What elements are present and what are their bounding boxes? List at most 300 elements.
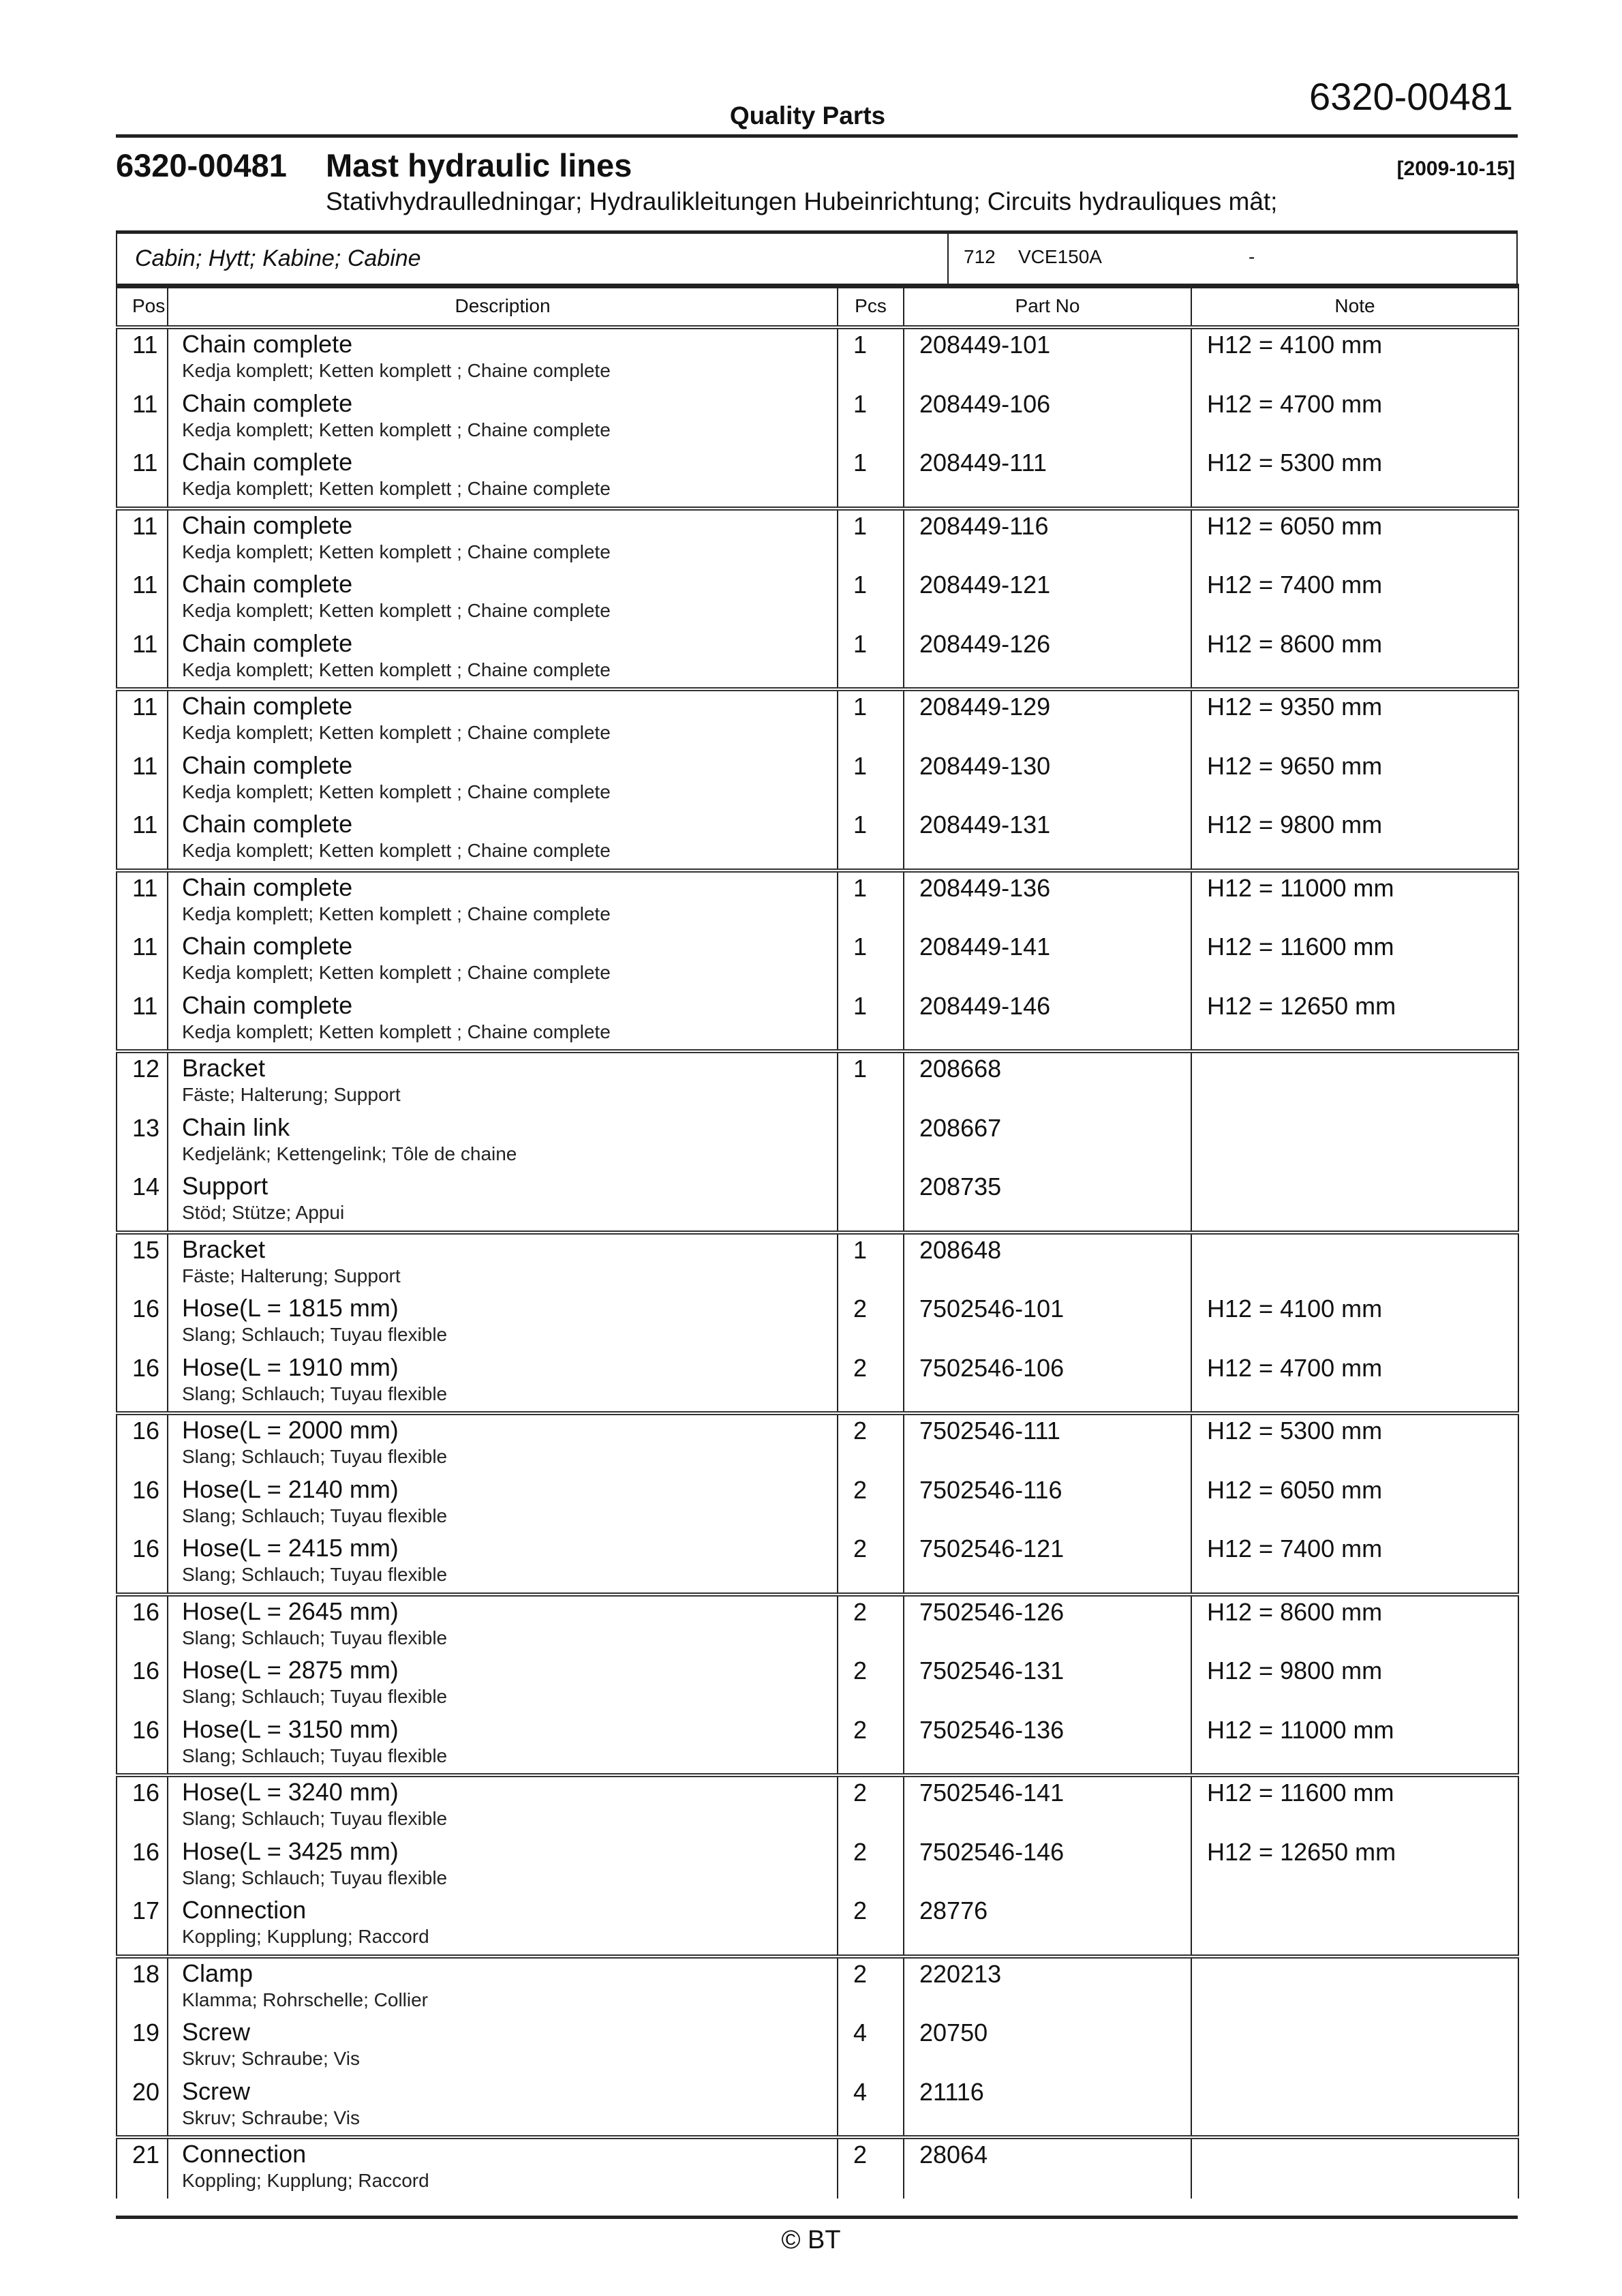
cell-pos [117, 1353, 168, 1414]
cell-pos [117, 689, 168, 751]
cell-note [1191, 809, 1518, 871]
part-description-translations: Kedja komplett; Ketten komplett ; Chaine complete [182, 419, 611, 440]
cell-note [1191, 1957, 1518, 2018]
quantity: 2 [853, 1535, 868, 1562]
cell-description [168, 1595, 838, 1656]
cell-pos [117, 569, 168, 629]
cell-part-no [904, 1353, 1191, 1414]
part-description-translations: Kedja komplett; Ketten komplett ; Chaine complete [182, 541, 611, 562]
cell-note [1191, 1655, 1518, 1715]
part-number: 7502546-141 [919, 1779, 1065, 1807]
position-number: 11 [132, 389, 158, 418]
cell-note [1191, 2076, 1518, 2138]
cell-description [168, 931, 838, 991]
cell-note [1191, 1475, 1518, 1534]
cell-part-no [904, 689, 1191, 751]
cell-pcs [838, 389, 904, 448]
parts-table [116, 284, 1519, 2199]
part-note: H12 = 12650 mm [1207, 1837, 1396, 1866]
cell-note [1191, 1895, 1518, 1957]
quantity: 1 [853, 1235, 868, 1264]
part-description: Bracket [182, 1235, 266, 1263]
part-note: H12 = 7400 mm [1207, 1535, 1383, 1562]
cell-pos [117, 1837, 168, 1896]
quantity: 2 [853, 2141, 868, 2169]
cell-note [1191, 447, 1518, 509]
quality-parts-label: Quality Parts [729, 102, 886, 130]
cell-pcs [838, 629, 904, 690]
table-row [117, 1171, 1518, 1233]
cell-part-no [904, 1655, 1191, 1715]
part-note: H12 = 8600 mm [1207, 629, 1383, 658]
part-number: 208449-121 [919, 571, 1051, 599]
model-extra: - [1249, 246, 1255, 267]
cell-note [1191, 1353, 1518, 1414]
position-number: 17 [132, 1897, 160, 1924]
table-row [117, 1957, 1518, 2018]
position-number: 11 [132, 331, 158, 359]
header-divider [116, 134, 1518, 138]
cell-part-no [904, 1595, 1191, 1656]
cell-note [1191, 569, 1518, 629]
cell-part-no [904, 2076, 1191, 2138]
cell-description [168, 2137, 838, 2199]
part-description: Support [182, 1172, 269, 1200]
cell-note [1191, 389, 1518, 448]
cell-description [168, 509, 838, 570]
cell-pos [117, 1895, 168, 1957]
part-number: 208449-130 [919, 751, 1051, 780]
table-row [117, 1837, 1518, 1896]
part-number: 208449-101 [919, 331, 1051, 359]
part-description: Screw [182, 2076, 251, 2105]
quantity: 1 [853, 629, 868, 658]
position-number: 11 [132, 571, 158, 599]
cell-note [1191, 629, 1518, 690]
part-description: Chain complete [182, 692, 353, 720]
part-description: Connection [182, 1896, 307, 1924]
position-number: 14 [132, 1173, 160, 1200]
quantity: 4 [853, 2077, 868, 2106]
part-number: 208449-111 [919, 449, 1047, 477]
part-description-translations: Kedja komplett; Ketten komplett ; Chaine complete [182, 659, 611, 680]
part-note: H12 = 5300 mm [1207, 449, 1383, 477]
cell-pos [117, 931, 168, 991]
position-number: 11 [132, 873, 158, 902]
part-note: H12 = 7400 mm [1207, 571, 1383, 599]
cell-pcs [838, 809, 904, 871]
cell-note [1191, 931, 1518, 991]
table-row [117, 991, 1518, 1052]
cell-note [1191, 1775, 1518, 1837]
cell-pos [117, 1051, 168, 1113]
quantity: 1 [853, 331, 868, 359]
part-number: 28064 [919, 2141, 988, 2169]
part-note: H12 = 11000 mm [1207, 1715, 1394, 1744]
part-description-translations: Skruv; Schraube; Vis [182, 2048, 360, 2069]
revision-date: [2009-10-15] [1396, 157, 1515, 180]
cell-pcs [838, 1475, 904, 1534]
copyright-footer: © BT [781, 2226, 841, 2254]
table-row [117, 509, 1518, 570]
part-description-translations: Fäste; Halterung; Support [182, 1084, 401, 1105]
quantity: 2 [853, 1657, 868, 1685]
cell-note [1191, 1293, 1518, 1353]
part-number: 208648 [919, 1235, 1002, 1264]
part-description-translations: Kedja komplett; Ketten komplett ; Chaine complete [182, 722, 611, 743]
cell-description [168, 1293, 838, 1353]
part-description: Hose(L = 3150 mm) [182, 1715, 399, 1743]
cell-pos [117, 1533, 168, 1595]
quantity: 4 [853, 2019, 868, 2046]
part-number: 208449-136 [919, 873, 1051, 902]
part-note: H12 = 9650 mm [1207, 751, 1383, 780]
quantity: 2 [853, 1295, 868, 1323]
position-number: 11 [132, 449, 158, 477]
position-number: 16 [132, 1657, 160, 1685]
cell-pos [117, 1113, 168, 1172]
position-number: 11 [132, 933, 158, 961]
part-number: 208449-131 [919, 811, 1051, 839]
table-row [117, 447, 1518, 509]
table-row [117, 1715, 1518, 1776]
cell-description [168, 327, 838, 389]
position-number: 20 [132, 2077, 160, 2106]
cell-pcs [838, 931, 904, 991]
part-description: Hose(L = 1815 mm) [182, 1294, 399, 1322]
cell-part-no [904, 1233, 1191, 1294]
cell-part-no [904, 1293, 1191, 1353]
part-number: 208735 [919, 1173, 1002, 1200]
cell-description [168, 1113, 838, 1172]
part-description: Hose(L = 1910 mm) [182, 1353, 399, 1381]
part-description-translations: Slang; Schlauch; Tuyau flexible [182, 1744, 448, 1766]
table-row [117, 1895, 1518, 1957]
table-row [117, 2137, 1518, 2199]
part-note: H12 = 12650 mm [1207, 991, 1396, 1020]
part-number: 208449-129 [919, 693, 1051, 721]
position-number: 11 [132, 629, 158, 658]
part-description: Chain link [182, 1113, 290, 1141]
cell-pcs [838, 1895, 904, 1957]
model-number: 712 [964, 246, 996, 267]
part-description: Hose(L = 2140 mm) [182, 1475, 399, 1503]
cell-description [168, 1353, 838, 1414]
part-number: 208449-141 [919, 933, 1051, 961]
position-number: 16 [132, 1715, 160, 1744]
cell-description [168, 1533, 838, 1595]
part-number: 7502546-106 [919, 1353, 1065, 1382]
cell-pcs [838, 1293, 904, 1353]
cell-pos [117, 2017, 168, 2076]
cabin-label: Cabin; Hytt; Kabine; Cabine [135, 245, 421, 271]
part-number: 7502546-111 [919, 1417, 1060, 1445]
cell-pcs [838, 751, 904, 810]
part-number: 7502546-121 [919, 1535, 1065, 1562]
part-number: 20750 [919, 2019, 988, 2046]
part-note: H12 = 5300 mm [1207, 1417, 1383, 1445]
cell-description [168, 1957, 838, 2018]
cell-note [1191, 509, 1518, 570]
position-number: 18 [132, 1959, 160, 1988]
table-header-row [117, 286, 1518, 328]
quantity: 2 [853, 1837, 868, 1866]
cell-part-no [904, 1895, 1191, 1957]
cabin-box-divider [947, 234, 949, 287]
cell-pcs [838, 871, 904, 932]
part-description: Chain complete [182, 389, 353, 417]
part-description-translations: Kedja komplett; Ketten komplett ; Chaine complete [182, 360, 611, 381]
table-row [117, 1293, 1518, 1353]
part-description: Chain complete [182, 570, 353, 598]
part-description-translations: Koppling; Kupplung; Raccord [182, 1926, 429, 1947]
position-number: 16 [132, 1417, 160, 1445]
part-description: Hose(L = 2645 mm) [182, 1597, 399, 1625]
table-row [117, 809, 1518, 871]
quantity: 1 [853, 1055, 868, 1083]
cell-part-no [904, 1837, 1191, 1896]
cell-pcs [838, 1837, 904, 1896]
cell-part-no [904, 1775, 1191, 1837]
cell-note [1191, 1171, 1518, 1233]
part-number: 7502546-131 [919, 1657, 1065, 1685]
document-number-top: 6320-00481 [1309, 75, 1513, 118]
cell-pcs [838, 1775, 904, 1837]
cell-note [1191, 1715, 1518, 1776]
cell-pcs [838, 569, 904, 629]
cell-description [168, 2076, 838, 2138]
cell-pos [117, 629, 168, 690]
position-number: 11 [132, 511, 158, 540]
part-number: 7502546-136 [919, 1715, 1065, 1744]
footer-divider [116, 2216, 1518, 2219]
cell-pcs [838, 2076, 904, 2138]
table-row [117, 871, 1518, 932]
table-row [117, 1475, 1518, 1534]
part-description: Chain complete [182, 751, 353, 779]
table-row [117, 1353, 1518, 1414]
cell-description [168, 809, 838, 871]
table-row [117, 751, 1518, 810]
part-description-translations: Slang; Schlauch; Tuyau flexible [182, 1808, 448, 1829]
cell-pcs [838, 2137, 904, 2199]
table-row [117, 1655, 1518, 1715]
position-number: 11 [132, 991, 158, 1020]
cell-description [168, 1475, 838, 1534]
table-row [117, 327, 1518, 389]
part-number: 208449-116 [919, 511, 1049, 540]
position-number: 11 [132, 693, 158, 721]
column-header-pcs: Pcs [838, 286, 904, 328]
part-description-translations: Slang; Schlauch; Tuyau flexible [182, 1867, 448, 1888]
part-note: H12 = 4100 mm [1207, 1295, 1383, 1323]
quantity: 1 [853, 571, 868, 599]
part-description: Chain complete [182, 873, 353, 901]
quantity: 2 [853, 1779, 868, 1807]
part-description-translations: Slang; Schlauch; Tuyau flexible [182, 1446, 448, 1467]
quantity: 1 [853, 811, 868, 839]
column-header-pos: Pos [117, 286, 168, 328]
cell-description [168, 871, 838, 932]
cell-pcs [838, 1051, 904, 1113]
cell-pos [117, 991, 168, 1052]
cell-description [168, 1895, 838, 1957]
part-description-translations: Kedja komplett; Ketten komplett ; Chaine complete [182, 478, 611, 499]
part-description-translations: Kedja komplett; Ketten komplett ; Chaine complete [182, 1021, 611, 1042]
cell-part-no [904, 809, 1191, 871]
cell-description [168, 629, 838, 690]
part-number: 7502546-126 [919, 1597, 1065, 1626]
part-description-translations: Slang; Schlauch; Tuyau flexible [182, 1564, 448, 1585]
part-description-translations: Fäste; Halterung; Support [182, 1265, 401, 1286]
cell-pos [117, 2076, 168, 2138]
part-number: 28776 [919, 1897, 988, 1924]
cell-note [1191, 1113, 1518, 1172]
cell-pos [117, 1475, 168, 1534]
part-note: H12 = 4700 mm [1207, 389, 1383, 418]
cell-note [1191, 751, 1518, 810]
part-number: 208449-106 [919, 389, 1051, 418]
quantity: 1 [853, 873, 868, 902]
cell-pcs [838, 1533, 904, 1595]
cell-part-no [904, 509, 1191, 570]
position-number: 16 [132, 1353, 160, 1382]
cell-pcs [838, 1233, 904, 1294]
cell-part-no [904, 1171, 1191, 1233]
table-body [117, 327, 1518, 2199]
cell-description [168, 1171, 838, 1233]
page-title: Mast hydraulic lines [326, 147, 632, 183]
cell-note [1191, 1533, 1518, 1595]
cell-pcs [838, 509, 904, 570]
cell-pcs [838, 1715, 904, 1776]
cell-pos [117, 1595, 168, 1656]
column-header-description: Description [168, 286, 838, 328]
cell-part-no [904, 327, 1191, 389]
cell-description [168, 689, 838, 751]
cell-description [168, 569, 838, 629]
cell-part-no [904, 751, 1191, 810]
quantity: 2 [853, 1715, 868, 1744]
table-row [117, 1051, 1518, 1113]
cell-description [168, 1775, 838, 1837]
cell-pos [117, 509, 168, 570]
part-description: Screw [182, 2018, 251, 2046]
position-number: 21 [132, 2141, 160, 2169]
parts-table-container [116, 284, 1518, 2199]
cell-note [1191, 1413, 1518, 1475]
quantity: 1 [853, 511, 868, 540]
cell-part-no [904, 2017, 1191, 2076]
page-subtitle-translations: Stativhydraulledningar; Hydraulikleitungen Hubeinrichtung; Circuits hydrauliques mât; [326, 187, 1278, 215]
cell-note [1191, 2137, 1518, 2199]
cell-pcs [838, 447, 904, 509]
column-header-part-no: Part No [904, 286, 1191, 328]
part-description: Bracket [182, 1054, 266, 1082]
part-number: 208449-126 [919, 629, 1051, 658]
cell-part-no [904, 2137, 1191, 2199]
cell-part-no [904, 931, 1191, 991]
table-row [117, 569, 1518, 629]
table-row [117, 689, 1518, 751]
quantity: 2 [853, 1475, 868, 1504]
cell-note [1191, 2017, 1518, 2076]
part-description-translations: Kedja komplett; Ketten komplett ; Chaine complete [182, 781, 611, 802]
quantity: 2 [853, 1959, 868, 1988]
cell-pcs [838, 1413, 904, 1475]
cell-pcs [838, 327, 904, 389]
quantity: 1 [853, 933, 868, 961]
part-description-translations: Slang; Schlauch; Tuyau flexible [182, 1627, 448, 1648]
position-number: 16 [132, 1295, 160, 1323]
part-description: Chain complete [182, 629, 353, 657]
cell-description [168, 751, 838, 810]
cell-description [168, 1233, 838, 1294]
part-description: Chain complete [182, 330, 353, 358]
cell-part-no [904, 569, 1191, 629]
cell-description [168, 1837, 838, 1896]
cell-part-no [904, 1957, 1191, 2018]
cell-pcs [838, 1655, 904, 1715]
table-row [117, 1595, 1518, 1656]
position-number: 16 [132, 1779, 160, 1807]
part-note: H12 = 9800 mm [1207, 1657, 1383, 1685]
position-number: 16 [132, 1475, 160, 1504]
model-code: VCE150A [1018, 246, 1102, 267]
part-number: 208668 [919, 1055, 1002, 1083]
cell-pos [117, 1775, 168, 1837]
part-number: 7502546-116 [919, 1475, 1062, 1504]
part-description: Hose(L = 2415 mm) [182, 1534, 399, 1562]
cell-description [168, 2017, 838, 2076]
cell-description [168, 1051, 838, 1113]
cell-part-no [904, 1413, 1191, 1475]
cell-pos [117, 447, 168, 509]
cell-pos [117, 327, 168, 389]
part-note: H12 = 11000 mm [1207, 873, 1394, 902]
quantity: 1 [853, 991, 868, 1020]
table-row [117, 1775, 1518, 1837]
part-description: Hose(L = 2000 mm) [182, 1416, 399, 1444]
part-description: Chain complete [182, 810, 353, 838]
quantity: 2 [853, 1353, 868, 1382]
part-note: H12 = 6050 mm [1207, 511, 1383, 540]
cell-note [1191, 689, 1518, 751]
part-note: H12 = 11600 mm [1207, 933, 1394, 961]
part-note: H12 = 4700 mm [1207, 1353, 1383, 1382]
quantity: 2 [853, 1417, 868, 1445]
part-number: 220213 [919, 1959, 1002, 1988]
part-description-translations: Slang; Schlauch; Tuyau flexible [182, 1686, 448, 1707]
part-number: 21116 [919, 2077, 984, 2106]
cell-pcs [838, 1957, 904, 2018]
position-number: 13 [132, 1113, 160, 1142]
cell-pos [117, 389, 168, 448]
cell-pcs [838, 689, 904, 751]
cell-part-no [904, 1051, 1191, 1113]
cell-note [1191, 991, 1518, 1052]
column-header-note: Note [1191, 286, 1518, 328]
cell-description [168, 1715, 838, 1776]
cell-pos [117, 809, 168, 871]
quantity: 1 [853, 389, 868, 418]
part-note: H12 = 11600 mm [1207, 1779, 1394, 1807]
part-note: H12 = 4100 mm [1207, 331, 1383, 359]
table-row [117, 1533, 1518, 1595]
cell-part-no [904, 1475, 1191, 1534]
cell-pos [117, 751, 168, 810]
table-row [117, 389, 1518, 448]
